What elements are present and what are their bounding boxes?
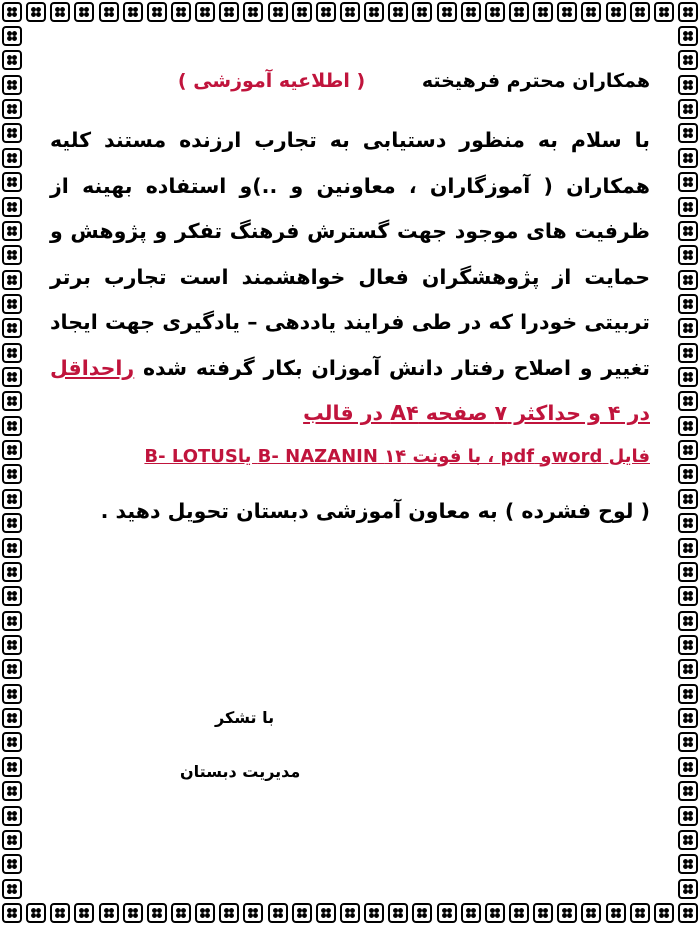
- four-dot-clover-icon: [99, 903, 119, 923]
- four-dot-clover-icon: [2, 903, 22, 923]
- four-dot-clover-icon: [678, 757, 698, 777]
- four-dot-clover-icon: [388, 903, 408, 923]
- four-dot-clover-icon: [606, 2, 626, 22]
- four-dot-clover-icon: [654, 903, 674, 923]
- four-dot-clover-icon: [678, 343, 698, 363]
- border-bottom: [0, 901, 700, 925]
- four-dot-clover-icon: [678, 854, 698, 874]
- four-dot-clover-icon: [219, 2, 239, 22]
- four-dot-clover-icon: [2, 489, 22, 509]
- four-dot-clover-icon: [485, 903, 505, 923]
- four-dot-clover-icon: [2, 806, 22, 826]
- four-dot-clover-icon: [50, 903, 70, 923]
- four-dot-clover-icon: [678, 416, 698, 436]
- four-dot-clover-icon: [678, 879, 698, 899]
- four-dot-clover-icon: [2, 391, 22, 411]
- four-dot-clover-icon: [268, 2, 288, 22]
- four-dot-clover-icon: [678, 318, 698, 338]
- four-dot-clover-icon: [461, 903, 481, 923]
- four-dot-clover-icon: [2, 684, 22, 704]
- four-dot-clover-icon: [2, 830, 22, 850]
- four-dot-clover-icon: [412, 2, 432, 22]
- four-dot-clover-icon: [630, 903, 650, 923]
- four-dot-clover-icon: [2, 757, 22, 777]
- four-dot-clover-icon: [2, 659, 22, 679]
- greeting: همکاران محترم فرهیخته: [421, 70, 650, 92]
- four-dot-clover-icon: [678, 538, 698, 558]
- four-dot-clover-icon: [678, 806, 698, 826]
- four-dot-clover-icon: [509, 903, 529, 923]
- four-dot-clover-icon: [243, 2, 263, 22]
- four-dot-clover-icon: [316, 903, 336, 923]
- four-dot-clover-icon: [678, 75, 698, 95]
- four-dot-clover-icon: [2, 26, 22, 46]
- file-format-line: [50, 437, 650, 477]
- four-dot-clover-icon: [364, 903, 384, 923]
- four-dot-clover-icon: [2, 294, 22, 314]
- four-dot-clover-icon: [678, 513, 698, 533]
- four-dot-clover-icon: [437, 2, 457, 22]
- four-dot-clover-icon: [2, 879, 22, 899]
- four-dot-clover-icon: [678, 221, 698, 241]
- four-dot-clover-icon: [678, 245, 698, 265]
- four-dot-clover-icon: [388, 2, 408, 22]
- notice-title: ( اطلاعیه آموزشی ): [177, 70, 366, 92]
- four-dot-clover-icon: [74, 903, 94, 923]
- four-dot-clover-icon: [630, 2, 650, 22]
- four-dot-clover-icon: [678, 148, 698, 168]
- four-dot-clover-icon: [678, 172, 698, 192]
- four-dot-clover-icon: [485, 2, 505, 22]
- four-dot-clover-icon: [678, 903, 698, 923]
- four-dot-clover-icon: [678, 270, 698, 290]
- signature-text: مدیریت دبستان: [180, 762, 301, 781]
- four-dot-clover-icon: [2, 854, 22, 874]
- four-dot-clover-icon: [219, 903, 239, 923]
- four-dot-clover-icon: [195, 903, 215, 923]
- page-limit-text: راحداقل در ۴ و حداکثر ۷ صفحه A۴ در قالب: [50, 355, 650, 425]
- four-dot-clover-icon: [654, 2, 674, 22]
- four-dot-clover-icon: [678, 367, 698, 387]
- four-dot-clover-icon: [678, 99, 698, 119]
- four-dot-clover-icon: [509, 2, 529, 22]
- four-dot-clover-icon: [147, 2, 167, 22]
- four-dot-clover-icon: [26, 2, 46, 22]
- four-dot-clover-icon: [2, 732, 22, 752]
- four-dot-clover-icon: [2, 440, 22, 460]
- border-left: [0, 24, 24, 901]
- four-dot-clover-icon: [2, 2, 22, 22]
- four-dot-clover-icon: [678, 123, 698, 143]
- four-dot-clover-icon: [2, 148, 22, 168]
- four-dot-clover-icon: [2, 586, 22, 606]
- four-dot-clover-icon: [195, 2, 215, 22]
- border-top: [0, 0, 700, 24]
- four-dot-clover-icon: [26, 903, 46, 923]
- four-dot-clover-icon: [678, 440, 698, 460]
- four-dot-clover-icon: [581, 903, 601, 923]
- four-dot-clover-icon: [606, 903, 626, 923]
- four-dot-clover-icon: [2, 416, 22, 436]
- four-dot-clover-icon: [678, 197, 698, 217]
- four-dot-clover-icon: [340, 903, 360, 923]
- four-dot-clover-icon: [268, 903, 288, 923]
- four-dot-clover-icon: [678, 50, 698, 70]
- four-dot-clover-icon: [2, 367, 22, 387]
- four-dot-clover-icon: [678, 562, 698, 582]
- border-right: [676, 24, 700, 901]
- four-dot-clover-icon: [2, 611, 22, 631]
- four-dot-clover-icon: [533, 903, 553, 923]
- four-dot-clover-icon: [2, 343, 22, 363]
- delivery-text: ( لوح فشرده ) به معاون آموزشی دبستان تحویل دهید .: [100, 498, 650, 523]
- body-text: با سلام به منظور دستیابی به تجارب ارزنده مستند کلیه همکاران ( آموزگاران ، معاونین و ..)و استفاده بهینه از ظرفیت های موجود جهت گسترش فرهنگ تفکر و پژوهش و حمایت از پژوهشگران فعال خواهشمند است تجارب برتر تربیتی خودرا که در طی فرایند یاددهی – یادگیری جهت ایجاد تغییر و اصلاح رفتار دانش آموزان بکار گرفته شده: [50, 128, 650, 380]
- four-dot-clover-icon: [2, 635, 22, 655]
- four-dot-clover-icon: [2, 75, 22, 95]
- four-dot-clover-icon: [678, 2, 698, 22]
- four-dot-clover-icon: [678, 830, 698, 850]
- four-dot-clover-icon: [2, 562, 22, 582]
- four-dot-clover-icon: [316, 2, 336, 22]
- four-dot-clover-icon: [2, 464, 22, 484]
- four-dot-clover-icon: [340, 2, 360, 22]
- four-dot-clover-icon: [678, 635, 698, 655]
- four-dot-clover-icon: [171, 2, 191, 22]
- four-dot-clover-icon: [123, 903, 143, 923]
- four-dot-clover-icon: [2, 538, 22, 558]
- heading-line: [50, 70, 650, 92]
- four-dot-clover-icon: [2, 172, 22, 192]
- four-dot-clover-icon: [678, 391, 698, 411]
- body-paragraph: [50, 118, 650, 437]
- four-dot-clover-icon: [678, 489, 698, 509]
- four-dot-clover-icon: [2, 708, 22, 728]
- four-dot-clover-icon: [678, 659, 698, 679]
- four-dot-clover-icon: [2, 221, 22, 241]
- four-dot-clover-icon: [292, 903, 312, 923]
- four-dot-clover-icon: [74, 2, 94, 22]
- four-dot-clover-icon: [461, 2, 481, 22]
- four-dot-clover-icon: [412, 903, 432, 923]
- four-dot-clover-icon: [557, 903, 577, 923]
- four-dot-clover-icon: [678, 708, 698, 728]
- four-dot-clover-icon: [581, 2, 601, 22]
- four-dot-clover-icon: [2, 270, 22, 290]
- four-dot-clover-icon: [2, 781, 22, 801]
- four-dot-clover-icon: [533, 2, 553, 22]
- four-dot-clover-icon: [678, 294, 698, 314]
- four-dot-clover-icon: [2, 50, 22, 70]
- four-dot-clover-icon: [171, 903, 191, 923]
- four-dot-clover-icon: [437, 903, 457, 923]
- four-dot-clover-icon: [557, 2, 577, 22]
- closing-text: با تشکر: [215, 708, 275, 727]
- four-dot-clover-icon: [678, 732, 698, 752]
- four-dot-clover-icon: [243, 903, 263, 923]
- four-dot-clover-icon: [364, 2, 384, 22]
- four-dot-clover-icon: [2, 245, 22, 265]
- four-dot-clover-icon: [2, 123, 22, 143]
- four-dot-clover-icon: [2, 197, 22, 217]
- four-dot-clover-icon: [2, 99, 22, 119]
- four-dot-clover-icon: [678, 464, 698, 484]
- four-dot-clover-icon: [2, 513, 22, 533]
- four-dot-clover-icon: [123, 2, 143, 22]
- four-dot-clover-icon: [292, 2, 312, 22]
- four-dot-clover-icon: [678, 781, 698, 801]
- four-dot-clover-icon: [2, 318, 22, 338]
- four-dot-clover-icon: [678, 611, 698, 631]
- letter-content: [50, 70, 650, 533]
- four-dot-clover-icon: [147, 903, 167, 923]
- file-format-text: فایل wordو pdf ، با فونت ۱۴ B- NAZANIN یاB- LOTUS: [144, 445, 650, 467]
- four-dot-clover-icon: [99, 2, 119, 22]
- four-dot-clover-icon: [50, 2, 70, 22]
- four-dot-clover-icon: [678, 684, 698, 704]
- four-dot-clover-icon: [678, 26, 698, 46]
- four-dot-clover-icon: [678, 586, 698, 606]
